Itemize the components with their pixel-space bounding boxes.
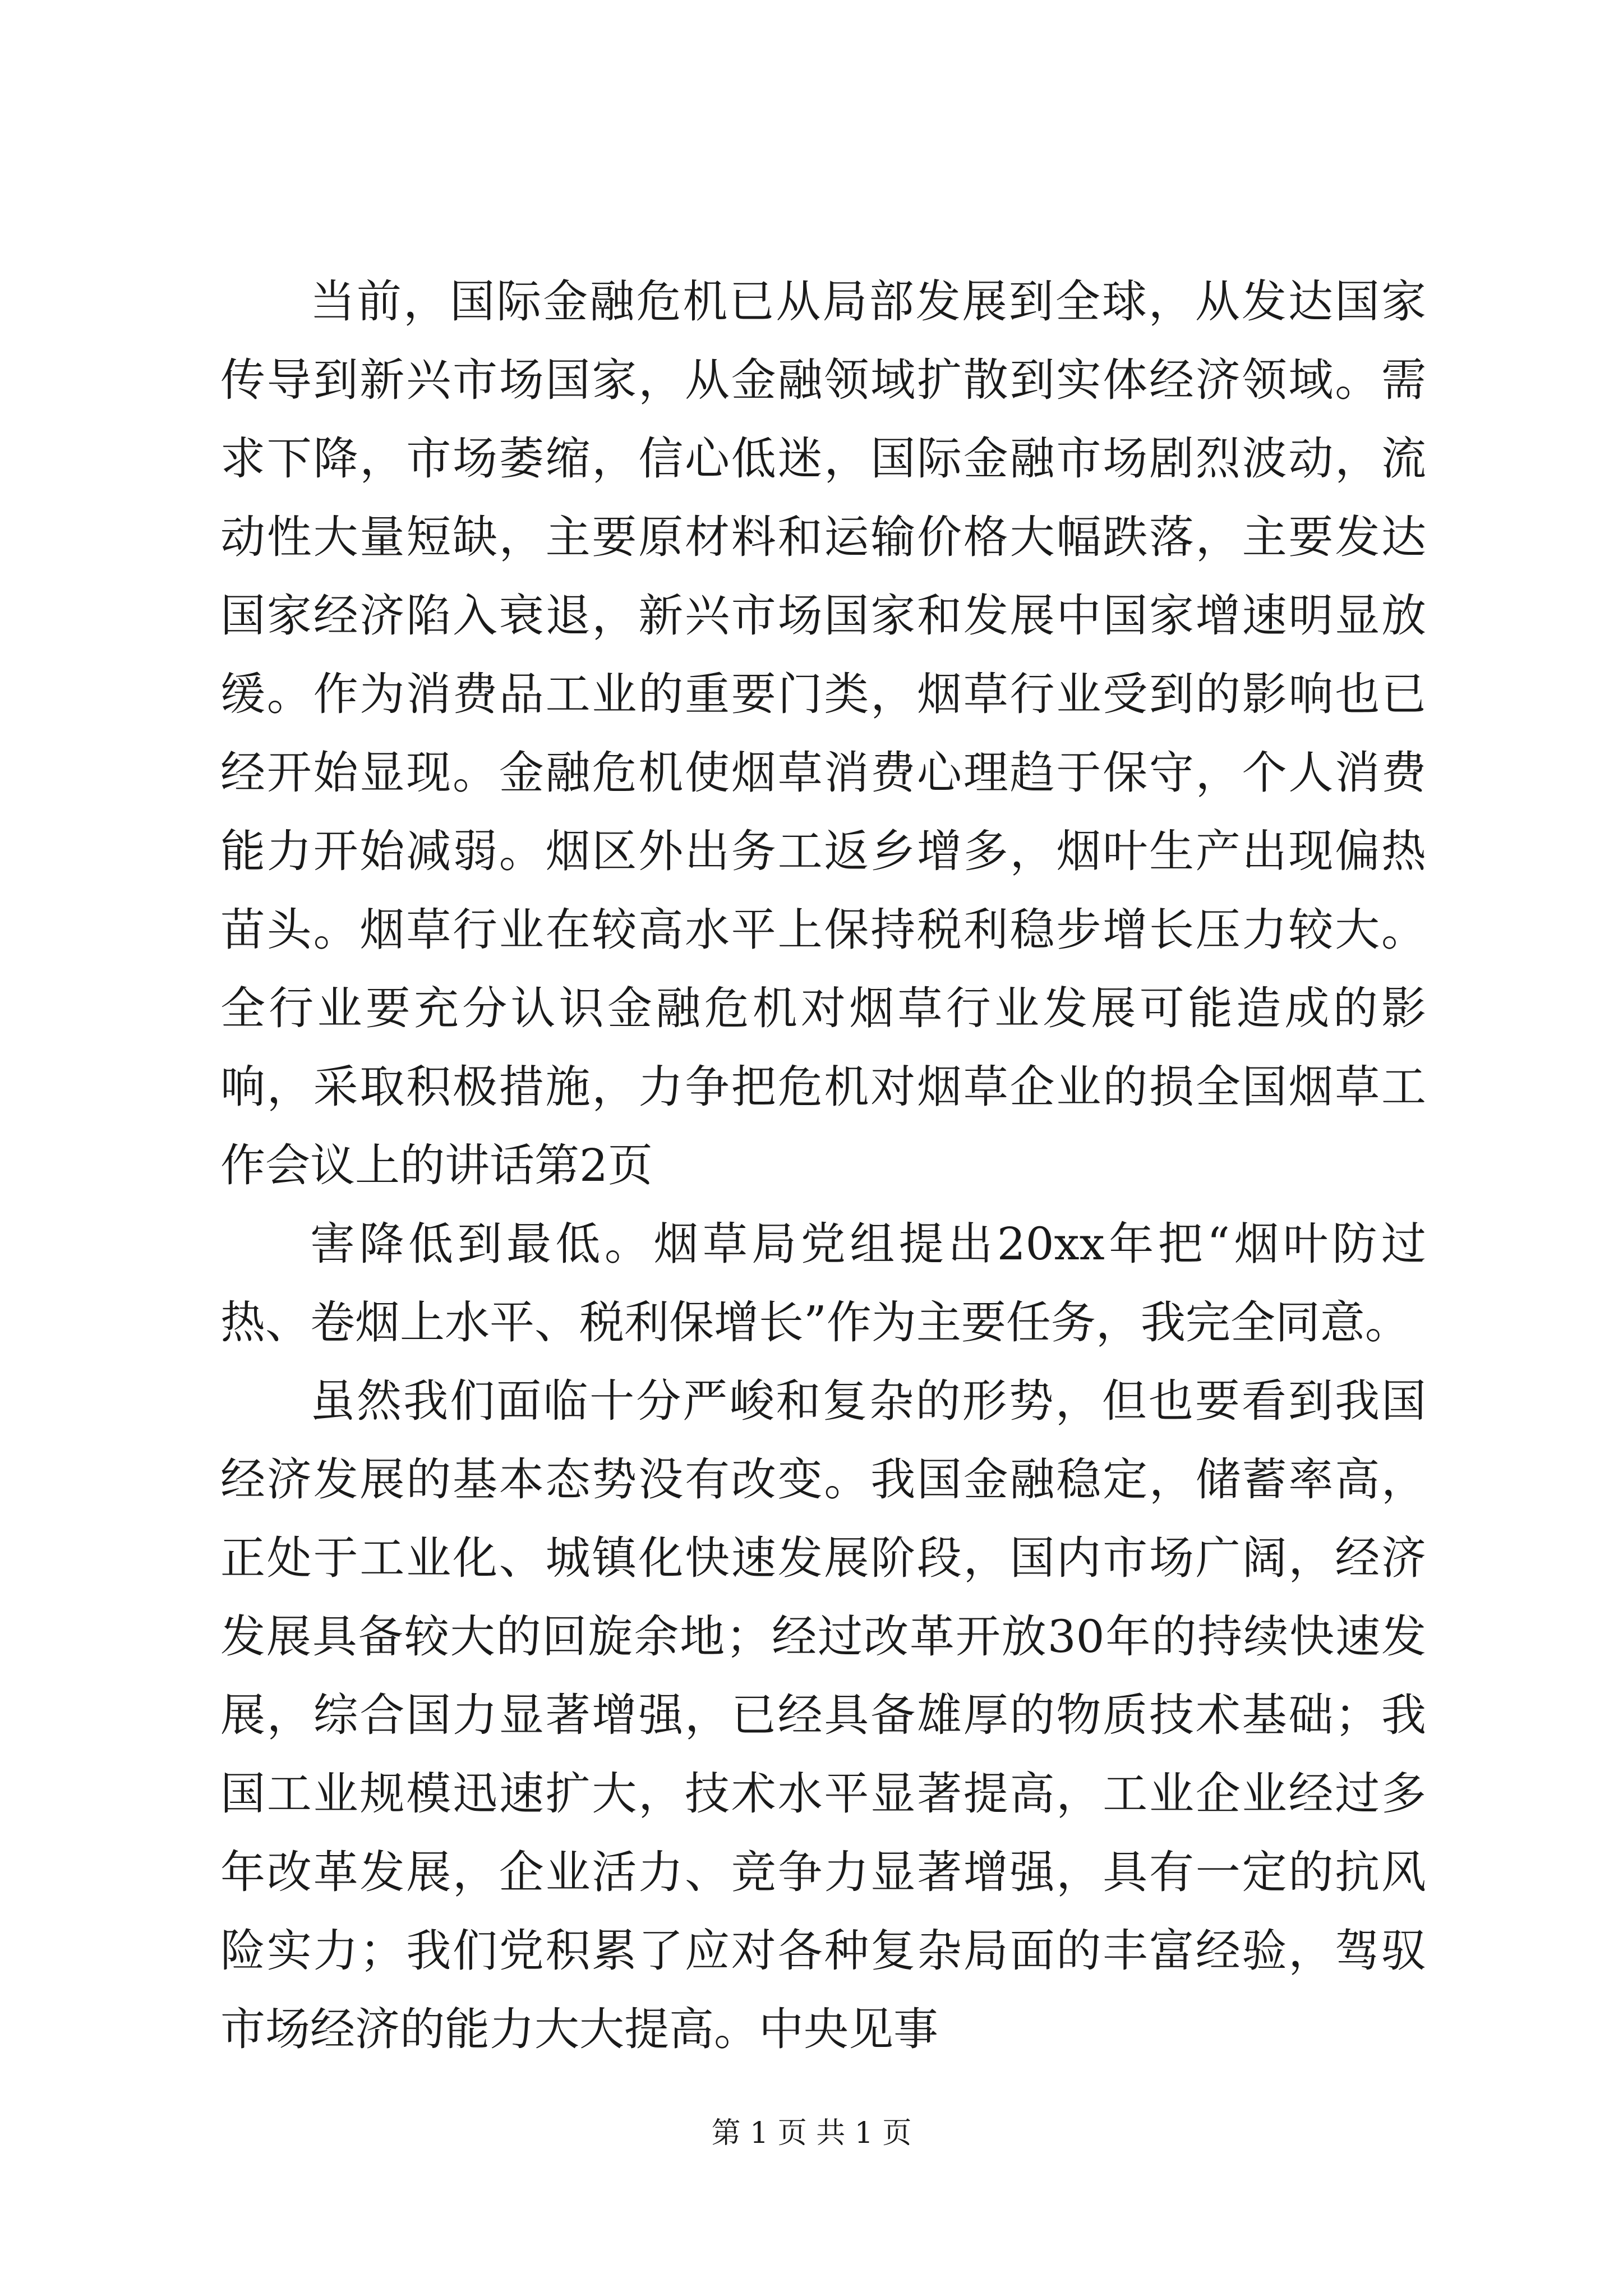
page-footer: 第 1 页 共 1 页 (711, 2116, 912, 2150)
paragraph: 当前，国际金融危机已从局部发展到全球，从发达国家传导到新兴市场国家，从金融领域扩散到实体经济领域。需求下降，市场萎缩，信心低迷，国际金融市场剧烈波动，流动性大量短缺，主要原材料和运输价格大幅跌落，主要发达国家经济陷入衰退，新兴市场国家和发展中国家增速明显放缓。作为消费品工业的重要门类，烟草行业受到的影响也已经开始显现。金融危机使烟草消费心理趋于保守，个人消费能力开始减弱。烟区外出务工返乡增多，烟叶生产出现偏热苗头。烟草行业在较高水平上保持税利稳步增长压力较大。全行业要充分认识金融危机对烟草行业发展可能造成的影响，采取积极措施，力争把危机对烟草企业的损全国烟草工作会议上的讲话第2页 (220, 275, 1426, 1191)
paragraph: 害降低到最低。烟草局党组提出20xx年把“烟叶防过热、卷烟上水平、税利保增长”作为主要任务，我完全同意。 (220, 1218, 1426, 1349)
document-body (220, 263, 1426, 2069)
paragraph: 虽然我们面临十分严峻和复杂的形势，但也要看到我国经济发展的基本态势没有改变。我国金融稳定，储蓄率高，正处于工业化、城镇化快速发展阶段，国内市场广阔，经济发展具备较大的回旋余地；经过改革开放30年的持续快速发展，综合国力显著增强，已经具备雄厚的物质技术基础；我国工业规模迅速扩大，技术水平显著提高，工业企业经过多年改革发展，企业活力、竞争力显著增强，具有一定的抗风险实力；我们党积累了应对各种复杂局面的丰富经验，驾驭市场经济的能力大大提高。中央见事 (220, 1375, 1426, 2055)
